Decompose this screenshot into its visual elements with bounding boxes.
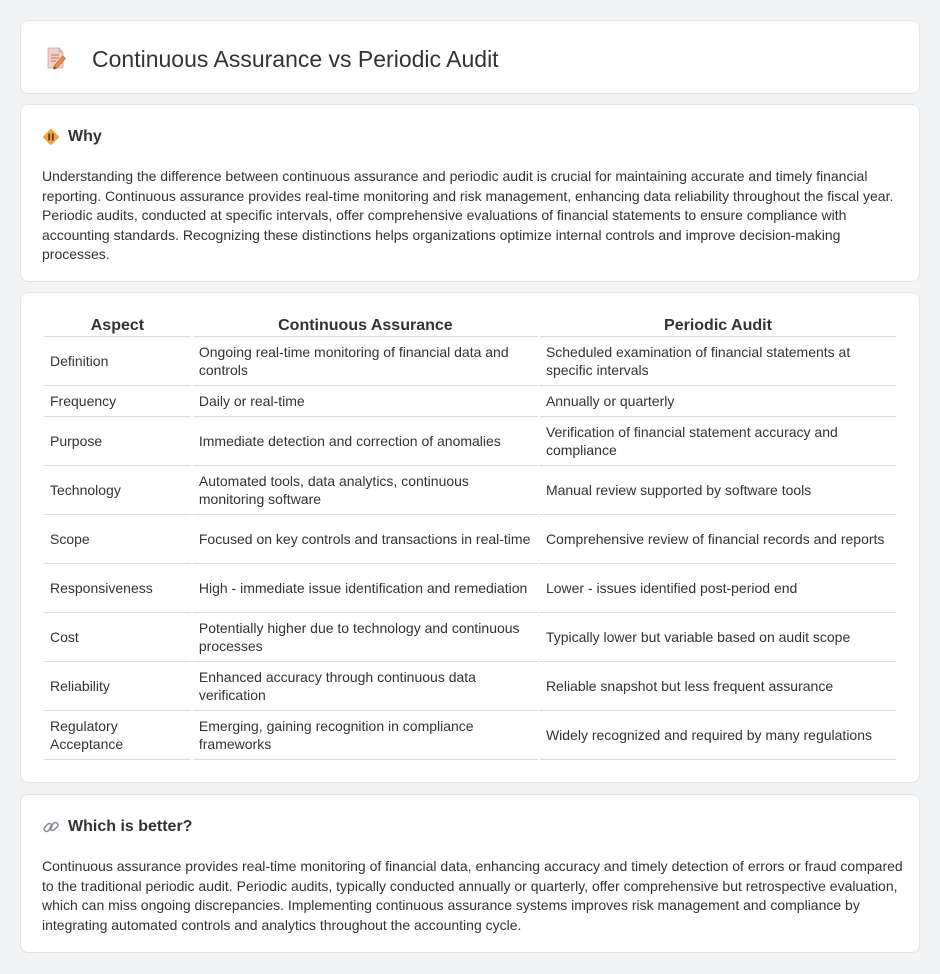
- table-row: [44, 515, 896, 564]
- periodic-cell: Scheduled examination of financial statements at specific intervals: [540, 337, 896, 386]
- why-heading: Why: [68, 128, 102, 145]
- continuous-cell: Emerging, gaining recognition in compliance frameworks: [193, 711, 538, 760]
- continuous-cell: Immediate detection and correction of anomalies: [193, 417, 538, 466]
- table-row: [44, 466, 896, 515]
- why-header: [42, 127, 102, 147]
- better-paragraph: Continuous assurance provides real-time monitoring of financial data, enhancing accuracy and timely detection of errors or fraud compared to the traditional periodic audit. Periodic audits, typically conducted annually or quarterly, offer comprehensive but retrospective evaluation, which can miss ongoing discrepancies. Implementing continuous assurance systems improves risk management and compliance by integrating automated controls and analytics throughout the accounting cycle.: [42, 858, 903, 933]
- continuous-cell: Potentially higher due to technology and continuous processes: [193, 613, 538, 662]
- title-card: [20, 20, 920, 94]
- better-heading: Which is better?: [68, 818, 193, 835]
- comparison-card: [20, 292, 920, 783]
- page-title: Continuous Assurance vs Periodic Audit: [92, 46, 499, 72]
- table-row: [44, 386, 896, 417]
- table-row: [44, 417, 896, 466]
- why-paragraph: Understanding the difference between continuous assurance and periodic audit is crucial for maintaining accurate and timely financial reporting. Continuous assurance provides real-time monitoring and risk management, enhancing data reliability throughout the fiscal year. Periodic audits, conducted at specific intervals, offer comprehensive evaluations of financial statements to ensure compliance with accounting standards. Recognizing these distinctions helps organizations optimize internal controls and improve decision-making processes.: [42, 168, 894, 263]
- why-card: [20, 104, 920, 282]
- continuous-cell: Automated tools, data analytics, continuous monitoring software: [193, 466, 538, 515]
- header-periodic-audit: Periodic Audit: [540, 315, 896, 337]
- periodic-cell: Verification of financial statement accuracy and compliance: [540, 417, 896, 466]
- table-header-row: [44, 315, 896, 337]
- comparison-table: [42, 315, 898, 760]
- table-row: [44, 662, 896, 711]
- periodic-cell: Reliable snapshot but less frequent assurance: [540, 662, 896, 711]
- periodic-cell: Widely recognized and required by many regulations: [540, 711, 896, 760]
- continuous-cell: Enhanced accuracy through continuous data verification: [193, 662, 538, 711]
- link-icon: [42, 818, 60, 836]
- document-pencil-icon: [45, 46, 67, 70]
- which-is-better-card: [20, 794, 920, 953]
- header-aspect: Aspect: [44, 315, 191, 337]
- aspect-cell: Cost: [44, 613, 191, 662]
- header-continuous-assurance: Continuous Assurance: [193, 315, 538, 337]
- aspect-cell: Frequency: [44, 386, 191, 417]
- better-header: [42, 817, 192, 837]
- table-row: [44, 337, 896, 386]
- periodic-cell: Lower - issues identified post-period end: [540, 564, 896, 613]
- periodic-cell: Typically lower but variable based on audit scope: [540, 613, 896, 662]
- continuous-cell: High - immediate issue identification and remediation: [193, 564, 538, 613]
- continuous-cell: Ongoing real-time monitoring of financial data and controls: [193, 337, 538, 386]
- aspect-cell: Scope: [44, 515, 191, 564]
- periodic-cell: Annually or quarterly: [540, 386, 896, 417]
- periodic-cell: Comprehensive review of financial records and reports: [540, 515, 896, 564]
- table-row: [44, 564, 896, 613]
- aspect-cell: Reliability: [44, 662, 191, 711]
- continuous-cell: Daily or real-time: [193, 386, 538, 417]
- aspect-cell: Responsiveness: [44, 564, 191, 613]
- periodic-cell: Manual review supported by software tools: [540, 466, 896, 515]
- aspect-cell: Technology: [44, 466, 191, 515]
- diamond-warning-icon: [42, 128, 60, 146]
- table-row: [44, 711, 896, 760]
- table-row: [44, 613, 896, 662]
- aspect-cell: Purpose: [44, 417, 191, 466]
- aspect-cell: Definition: [44, 337, 191, 386]
- continuous-cell: Focused on key controls and transactions in real-time: [193, 515, 538, 564]
- aspect-cell: Regulatory Acceptance: [44, 711, 191, 760]
